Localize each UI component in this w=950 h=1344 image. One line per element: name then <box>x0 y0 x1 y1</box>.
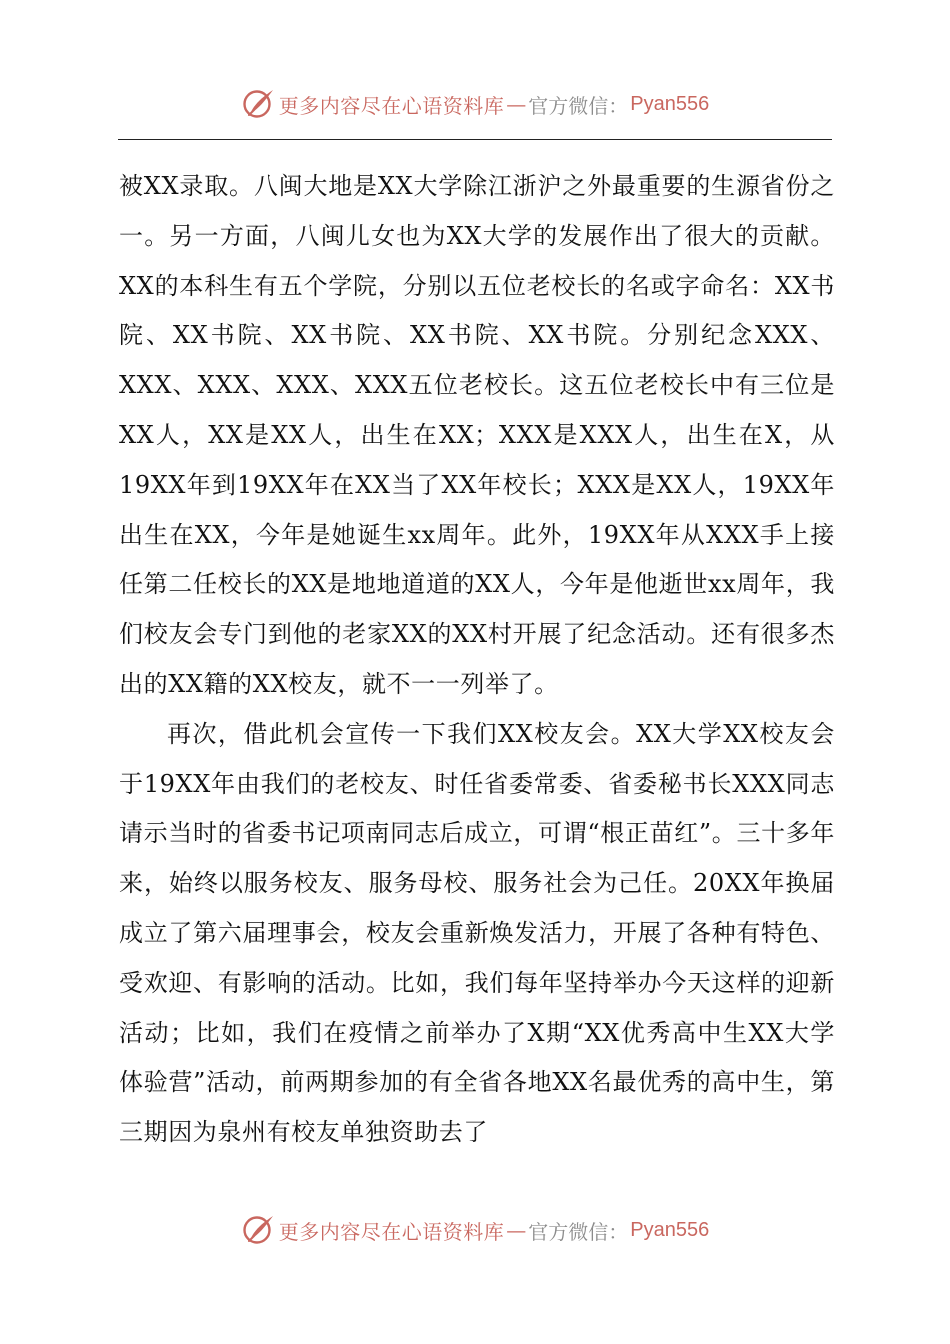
header-wechat-label: 官方微信： <box>528 93 629 118</box>
footer-site-text: 更多内容尽在心语资料库 <box>278 1219 505 1244</box>
footer-dash: — <box>506 1218 527 1242</box>
page-header <box>0 84 950 124</box>
header-wechat-id: Pyan556 <box>630 92 710 115</box>
quill-pen-logo-icon <box>241 1212 277 1248</box>
header-watermark <box>241 86 709 122</box>
footer-watermark <box>241 1212 709 1248</box>
document-body <box>119 162 835 1158</box>
header-site-text: 更多内容尽在心语资料库 <box>278 93 505 118</box>
header-divider <box>118 139 832 140</box>
header-dash: — <box>506 92 527 116</box>
footer-wechat-label: 官方微信： <box>528 1219 629 1244</box>
quill-pen-logo-icon <box>241 86 277 122</box>
paragraph-1: 被XX录取。八闽大地是XX大学除江浙沪之外最重要的生源省份之一。另一方面，八闽儿女也为XX大学的发展作出了很大的贡献。XX的本科生有五个学院，分别以五位老校长的名或字命名：XX书院、XX书院、XX书院、XX书院、XX书院。分别纪念XXX、XXX、XXX、XXX、XXX五位老校长。这五位老校长中有三位是XX人，XX是XX人，出生在XX；XXX是XXX人，出生在X，从19XX年到19XX年在XX当了XX年校长；XXX是XX人，19XX年出生在XX，今年是她诞生xx周年。此外，19XX年从XXX手上接任第二任校长的XX是地地道道的XX人，今年是他逝世xx周年，我们校友会专门到他的老家XX的XX村开展了纪念活动。还有很多杰出的XX籍的XX校友，就不一一列举了。 <box>119 172 835 698</box>
page-footer <box>0 1210 950 1250</box>
footer-wechat-id: Pyan556 <box>630 1218 710 1241</box>
paragraph-2: 再次，借此机会宣传一下我们XX校友会。XX大学XX校友会于19XX年由我们的老校友、时任省委常委、省委秘书长XXX同志请示当时的省委书记项南同志后成立，可谓“根正苗红”。三十多年来，始终以服务校友、服务母校、服务社会为己任。20XX年换届成立了第六届理事会，校友会重新焕发活力，开展了各种有特色、受欢迎、有影响的活动。比如，我们每年坚持举办今天这样的迎新活动；比如，我们在疫情之前举办了X期“XX优秀高中生XX大学体验营”活动，前两期参加的有全省各地XX名最优秀的高中生，第三期因为泉州有校友单独资助去了 <box>119 719 835 1147</box>
